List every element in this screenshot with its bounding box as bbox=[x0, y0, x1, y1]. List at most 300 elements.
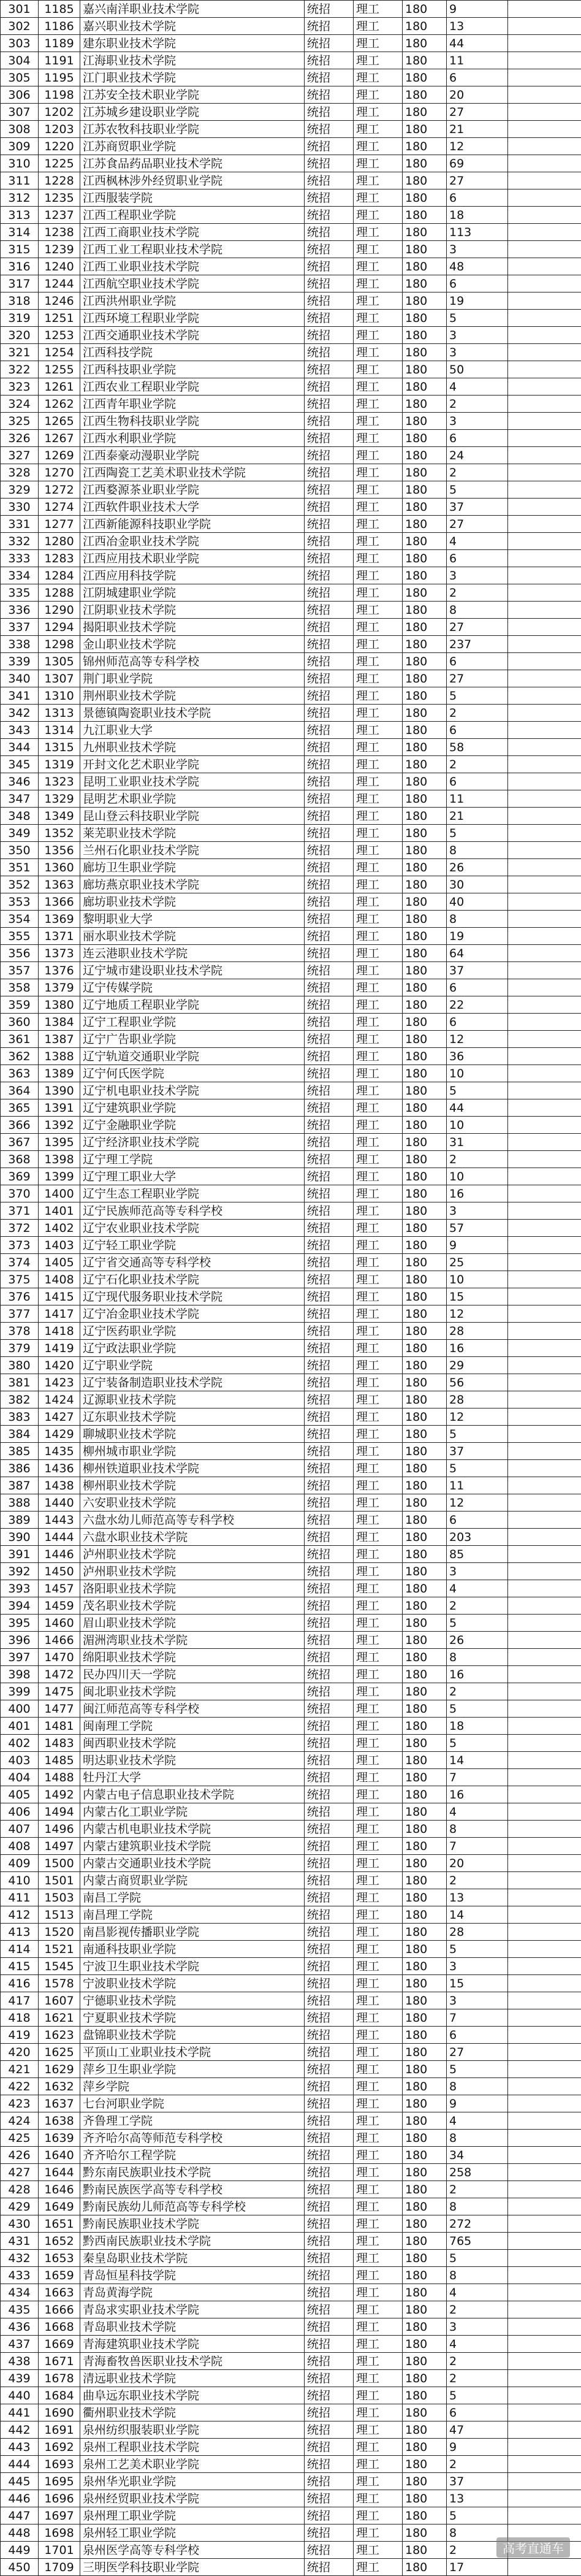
school-code-cell: 1692 bbox=[39, 2439, 80, 2456]
subject-type-cell: 理工 bbox=[354, 1477, 403, 1494]
table-row bbox=[1, 104, 581, 121]
row-number-cell: 418 bbox=[1, 2009, 39, 2027]
batch-type-cell: 统招 bbox=[305, 1786, 354, 1803]
batch-type-cell: 统招 bbox=[305, 1185, 354, 1202]
batch-type-cell: 统招 bbox=[305, 2112, 354, 2130]
batch-type-cell: 统招 bbox=[305, 687, 354, 705]
empty-cell bbox=[508, 2284, 581, 2301]
school-code-cell: 1283 bbox=[39, 550, 80, 567]
min-score-cell: 180 bbox=[403, 52, 447, 69]
min-score-cell: 180 bbox=[403, 1821, 447, 1838]
min-score-cell: 180 bbox=[403, 1237, 447, 1254]
plan-count-cell: 44 bbox=[447, 1099, 508, 1117]
school-name-cell: 泉州工程职业技术学院 bbox=[80, 2439, 305, 2456]
batch-type-cell: 统招 bbox=[305, 396, 354, 413]
school-code-cell: 1496 bbox=[39, 1821, 80, 1838]
school-name-cell: 荆州职业技术学院 bbox=[80, 687, 305, 705]
empty-cell bbox=[508, 1202, 581, 1220]
school-name-cell: 六安职业技术学院 bbox=[80, 1494, 305, 1512]
subject-type-cell: 理工 bbox=[354, 2336, 403, 2353]
row-number-cell: 307 bbox=[1, 104, 39, 121]
min-score-cell: 180 bbox=[403, 1563, 447, 1580]
school-name-cell: 辽宁广告职业学院 bbox=[80, 1031, 305, 1048]
empty-cell bbox=[508, 1632, 581, 1649]
table-row bbox=[1, 1683, 581, 1700]
plan-count-cell: 203 bbox=[447, 1529, 508, 1546]
school-code-cell: 1637 bbox=[39, 2095, 80, 2112]
school-name-cell: 廊坊职业技术学院 bbox=[80, 893, 305, 911]
school-name-cell: 内蒙古建筑职业技术学院 bbox=[80, 1838, 305, 1855]
batch-type-cell: 统招 bbox=[305, 18, 354, 35]
empty-cell bbox=[508, 378, 581, 396]
row-number-cell: 427 bbox=[1, 2164, 39, 2181]
school-code-cell: 1666 bbox=[39, 2301, 80, 2318]
subject-type-cell: 理工 bbox=[354, 619, 403, 636]
school-code-cell: 1644 bbox=[39, 2164, 80, 2181]
plan-count-cell: 3 bbox=[447, 241, 508, 258]
school-name-cell: 内蒙古化工职业学院 bbox=[80, 1803, 305, 1821]
table-row bbox=[1, 1254, 581, 1271]
school-name-cell: 泉州华光职业学院 bbox=[80, 2473, 305, 2490]
empty-cell bbox=[508, 584, 581, 602]
plan-count-cell: 272 bbox=[447, 2215, 508, 2233]
plan-count-cell: 6 bbox=[447, 2404, 508, 2421]
batch-type-cell: 统招 bbox=[305, 1048, 354, 1065]
subject-type-cell: 理工 bbox=[354, 2112, 403, 2130]
empty-cell bbox=[508, 2095, 581, 2112]
school-code-cell: 1513 bbox=[39, 1906, 80, 1924]
empty-cell bbox=[508, 189, 581, 207]
empty-cell bbox=[508, 893, 581, 911]
empty-cell bbox=[508, 1168, 581, 1185]
row-number-cell: 317 bbox=[1, 275, 39, 292]
subject-type-cell: 理工 bbox=[354, 1992, 403, 2009]
empty-cell bbox=[508, 1666, 581, 1683]
plan-count-cell: 25 bbox=[447, 1254, 508, 1271]
school-code-cell: 1444 bbox=[39, 1529, 80, 1546]
plan-count-cell: 27 bbox=[447, 104, 508, 121]
min-score-cell: 180 bbox=[403, 687, 447, 705]
empty-cell bbox=[508, 602, 581, 619]
table-row bbox=[1, 1323, 581, 1340]
row-number-cell: 384 bbox=[1, 1426, 39, 1443]
min-score-cell: 180 bbox=[403, 1786, 447, 1803]
batch-type-cell: 统招 bbox=[305, 361, 354, 378]
school-code-cell: 1709 bbox=[39, 2559, 80, 2576]
row-number-cell: 395 bbox=[1, 1615, 39, 1632]
table-row bbox=[1, 1082, 581, 1099]
batch-type-cell: 统招 bbox=[305, 2507, 354, 2524]
empty-cell bbox=[508, 2353, 581, 2370]
empty-cell bbox=[508, 1735, 581, 1752]
school-name-cell: 衢州职业技术学院 bbox=[80, 2404, 305, 2421]
plan-count-cell: 8 bbox=[447, 2078, 508, 2095]
table-row bbox=[1, 1340, 581, 1357]
batch-type-cell: 统招 bbox=[305, 842, 354, 859]
table-row bbox=[1, 1546, 581, 1563]
batch-type-cell: 统招 bbox=[305, 292, 354, 310]
plan-count-cell: 8 bbox=[447, 1821, 508, 1838]
row-number-cell: 422 bbox=[1, 2078, 39, 2095]
subject-type-cell: 理工 bbox=[354, 2130, 403, 2147]
row-number-cell: 407 bbox=[1, 1821, 39, 1838]
row-number-cell: 308 bbox=[1, 121, 39, 138]
row-number-cell: 419 bbox=[1, 2027, 39, 2044]
batch-type-cell: 统招 bbox=[305, 1700, 354, 1718]
plan-count-cell: 21 bbox=[447, 808, 508, 825]
table-row bbox=[1, 1, 581, 18]
table-row bbox=[1, 2284, 581, 2301]
plan-count-cell: 2 bbox=[447, 1683, 508, 1700]
subject-type-cell: 理工 bbox=[354, 962, 403, 979]
plan-count-cell: 2 bbox=[447, 1597, 508, 1615]
empty-cell bbox=[508, 1821, 581, 1838]
table-body bbox=[1, 1, 581, 2576]
empty-cell bbox=[508, 481, 581, 499]
row-number-cell: 420 bbox=[1, 2044, 39, 2061]
plan-count-cell: 2 bbox=[447, 2542, 508, 2559]
table-row bbox=[1, 430, 581, 447]
empty-cell bbox=[508, 1924, 581, 1941]
school-code-cell: 1418 bbox=[39, 1323, 80, 1340]
school-code-cell: 1521 bbox=[39, 1941, 80, 1958]
plan-count-cell: 47 bbox=[447, 2421, 508, 2439]
batch-type-cell: 统招 bbox=[305, 945, 354, 962]
min-score-cell: 180 bbox=[403, 1494, 447, 1512]
table-row bbox=[1, 224, 581, 241]
row-number-cell: 397 bbox=[1, 1649, 39, 1666]
school-code-cell: 1632 bbox=[39, 2078, 80, 2095]
subject-type-cell: 理工 bbox=[354, 207, 403, 224]
school-name-cell: 柳州铁道职业技术学院 bbox=[80, 1460, 305, 1477]
school-name-cell: 江西应用科技学院 bbox=[80, 567, 305, 584]
min-score-cell: 180 bbox=[403, 1958, 447, 1975]
table-row bbox=[1, 516, 581, 533]
plan-count-cell: 3 bbox=[447, 344, 508, 361]
min-score-cell: 180 bbox=[403, 2456, 447, 2473]
school-name-cell: 江西洪州职业学院 bbox=[80, 292, 305, 310]
subject-type-cell: 理工 bbox=[354, 1855, 403, 1872]
plan-count-cell: 6 bbox=[447, 1014, 508, 1031]
batch-type-cell: 统招 bbox=[305, 1529, 354, 1546]
min-score-cell: 180 bbox=[403, 2439, 447, 2456]
subject-type-cell: 理工 bbox=[354, 1065, 403, 1082]
plan-count-cell: 85 bbox=[447, 1546, 508, 1563]
school-name-cell: 江西工业职业技术学院 bbox=[80, 258, 305, 275]
plan-count-cell: 10 bbox=[447, 1117, 508, 1134]
plan-count-cell: 2 bbox=[447, 705, 508, 722]
plan-count-cell: 44 bbox=[447, 35, 508, 52]
plan-count-cell: 28 bbox=[447, 1323, 508, 1340]
school-name-cell: 开封文化艺术职业学院 bbox=[80, 756, 305, 773]
batch-type-cell: 统招 bbox=[305, 138, 354, 155]
batch-type-cell: 统招 bbox=[305, 189, 354, 207]
min-score-cell: 180 bbox=[403, 1992, 447, 2009]
subject-type-cell: 理工 bbox=[354, 1202, 403, 1220]
plan-count-cell: 6 bbox=[447, 722, 508, 739]
school-name-cell: 江西工业工程职业技术学院 bbox=[80, 241, 305, 258]
table-row bbox=[1, 687, 581, 705]
empty-cell bbox=[508, 550, 581, 567]
subject-type-cell: 理工 bbox=[354, 2233, 403, 2250]
plan-count-cell: 237 bbox=[447, 636, 508, 653]
school-code-cell: 1220 bbox=[39, 138, 80, 155]
plan-count-cell: 40 bbox=[447, 893, 508, 911]
empty-cell bbox=[508, 825, 581, 842]
school-name-cell: 内蒙古交通职业技术学院 bbox=[80, 1855, 305, 1872]
row-number-cell: 309 bbox=[1, 138, 39, 155]
table-row bbox=[1, 2215, 581, 2233]
plan-count-cell: 765 bbox=[447, 2233, 508, 2250]
school-code-cell: 1438 bbox=[39, 1477, 80, 1494]
min-score-cell: 180 bbox=[403, 2404, 447, 2421]
batch-type-cell: 统招 bbox=[305, 790, 354, 808]
plan-count-cell: 21 bbox=[447, 121, 508, 138]
plan-count-cell: 12 bbox=[447, 1408, 508, 1426]
school-name-cell: 辽宁装备制造职业技术学院 bbox=[80, 1374, 305, 1391]
empty-cell bbox=[508, 2009, 581, 2027]
school-code-cell: 1360 bbox=[39, 859, 80, 876]
school-code-cell: 1497 bbox=[39, 1838, 80, 1855]
subject-type-cell: 理工 bbox=[354, 1512, 403, 1529]
table-row bbox=[1, 2421, 581, 2439]
row-number-cell: 410 bbox=[1, 1872, 39, 1889]
min-score-cell: 180 bbox=[403, 1546, 447, 1563]
school-name-cell: 牡丹江大学 bbox=[80, 1769, 305, 1786]
subject-type-cell: 理工 bbox=[354, 1151, 403, 1168]
batch-type-cell: 统招 bbox=[305, 602, 354, 619]
batch-type-cell: 统招 bbox=[305, 1391, 354, 1408]
min-score-cell: 180 bbox=[403, 35, 447, 52]
plan-count-cell: 19 bbox=[447, 928, 508, 945]
school-code-cell: 1369 bbox=[39, 911, 80, 928]
row-number-cell: 413 bbox=[1, 1924, 39, 1941]
school-name-cell: 辽宁建筑职业学院 bbox=[80, 1099, 305, 1117]
empty-cell bbox=[508, 1151, 581, 1168]
plan-count-cell: 64 bbox=[447, 945, 508, 962]
plan-count-cell: 8 bbox=[447, 602, 508, 619]
table-row bbox=[1, 447, 581, 464]
school-name-cell: 景德镇陶瓷职业技术学院 bbox=[80, 705, 305, 722]
subject-type-cell: 理工 bbox=[354, 2198, 403, 2215]
batch-type-cell: 统招 bbox=[305, 893, 354, 911]
min-score-cell: 180 bbox=[403, 2284, 447, 2301]
min-score-cell: 180 bbox=[403, 1855, 447, 1872]
table-row bbox=[1, 1168, 581, 1185]
row-number-cell: 445 bbox=[1, 2473, 39, 2490]
plan-count-cell: 4 bbox=[447, 378, 508, 396]
batch-type-cell: 统招 bbox=[305, 722, 354, 739]
subject-type-cell: 理工 bbox=[354, 996, 403, 1014]
school-code-cell: 1629 bbox=[39, 2061, 80, 2078]
table-row bbox=[1, 2542, 581, 2559]
min-score-cell: 180 bbox=[403, 1889, 447, 1906]
table-row bbox=[1, 1615, 581, 1632]
plan-count-cell: 2 bbox=[447, 2370, 508, 2387]
table-row bbox=[1, 928, 581, 945]
empty-cell bbox=[508, 1941, 581, 1958]
batch-type-cell: 统招 bbox=[305, 653, 354, 670]
subject-type-cell: 理工 bbox=[354, 258, 403, 275]
row-number-cell: 436 bbox=[1, 2318, 39, 2336]
school-code-cell: 1402 bbox=[39, 1220, 80, 1237]
plan-count-cell: 4 bbox=[447, 2336, 508, 2353]
school-name-cell: 宁夏职业技术学院 bbox=[80, 2009, 305, 2027]
subject-type-cell: 理工 bbox=[354, 1666, 403, 1683]
batch-type-cell: 统招 bbox=[305, 1803, 354, 1821]
plan-count-cell: 5 bbox=[447, 2507, 508, 2524]
school-name-cell: 丽水职业技术学院 bbox=[80, 928, 305, 945]
school-code-cell: 1315 bbox=[39, 739, 80, 756]
plan-count-cell: 8 bbox=[447, 2130, 508, 2147]
empty-cell bbox=[508, 447, 581, 464]
school-name-cell: 辽东职业技术学院 bbox=[80, 1408, 305, 1426]
row-number-cell: 378 bbox=[1, 1323, 39, 1340]
subject-type-cell: 理工 bbox=[354, 1786, 403, 1803]
subject-type-cell: 理工 bbox=[354, 1426, 403, 1443]
batch-type-cell: 统招 bbox=[305, 1958, 354, 1975]
school-code-cell: 1363 bbox=[39, 876, 80, 893]
table-row bbox=[1, 893, 581, 911]
empty-cell bbox=[508, 619, 581, 636]
school-code-cell: 1466 bbox=[39, 1632, 80, 1649]
row-number-cell: 416 bbox=[1, 1975, 39, 1992]
min-score-cell: 180 bbox=[403, 86, 447, 104]
batch-type-cell: 统招 bbox=[305, 2387, 354, 2404]
school-code-cell: 1475 bbox=[39, 1683, 80, 1700]
subject-type-cell: 理工 bbox=[354, 893, 403, 911]
school-name-cell: 内蒙古电子信息职业技术学院 bbox=[80, 1786, 305, 1803]
row-number-cell: 338 bbox=[1, 636, 39, 653]
school-name-cell: 江西软件职业技术大学 bbox=[80, 499, 305, 516]
subject-type-cell: 理工 bbox=[354, 550, 403, 567]
batch-type-cell: 统招 bbox=[305, 121, 354, 138]
plan-count-cell: 13 bbox=[447, 1889, 508, 1906]
school-code-cell: 1403 bbox=[39, 1237, 80, 1254]
min-score-cell: 180 bbox=[403, 18, 447, 35]
plan-count-cell: 10 bbox=[447, 1271, 508, 1288]
row-number-cell: 391 bbox=[1, 1546, 39, 1563]
plan-count-cell: 3 bbox=[447, 327, 508, 344]
min-score-cell: 180 bbox=[403, 1597, 447, 1615]
row-number-cell: 323 bbox=[1, 378, 39, 396]
school-code-cell: 1696 bbox=[39, 2490, 80, 2507]
subject-type-cell: 理工 bbox=[354, 1408, 403, 1426]
plan-count-cell: 2 bbox=[447, 2181, 508, 2198]
subject-type-cell: 理工 bbox=[354, 2250, 403, 2267]
school-name-cell: 泉州医学高等专科学校 bbox=[80, 2542, 305, 2559]
row-number-cell: 435 bbox=[1, 2301, 39, 2318]
row-number-cell: 392 bbox=[1, 1563, 39, 1580]
school-name-cell: 清远职业技术学院 bbox=[80, 2370, 305, 2387]
batch-type-cell: 统招 bbox=[305, 773, 354, 790]
min-score-cell: 180 bbox=[403, 1477, 447, 1494]
row-number-cell: 449 bbox=[1, 2542, 39, 2559]
table-row bbox=[1, 567, 581, 584]
table-row bbox=[1, 1803, 581, 1821]
empty-cell bbox=[508, 533, 581, 550]
school-name-cell: 平顶山工业职业技术学院 bbox=[80, 2044, 305, 2061]
min-score-cell: 180 bbox=[403, 1700, 447, 1718]
empty-cell bbox=[508, 756, 581, 773]
batch-type-cell: 统招 bbox=[305, 533, 354, 550]
empty-cell bbox=[508, 172, 581, 189]
min-score-cell: 180 bbox=[403, 1340, 447, 1357]
row-number-cell: 379 bbox=[1, 1340, 39, 1357]
subject-type-cell: 理工 bbox=[354, 567, 403, 584]
school-name-cell: 江西陶瓷工艺美术职业技术学院 bbox=[80, 464, 305, 481]
school-name-cell: 南通科技职业学院 bbox=[80, 1941, 305, 1958]
table-row bbox=[1, 2559, 581, 2576]
row-number-cell: 430 bbox=[1, 2215, 39, 2233]
min-score-cell: 180 bbox=[403, 1271, 447, 1288]
table-row bbox=[1, 189, 581, 207]
table-row bbox=[1, 1151, 581, 1168]
row-number-cell: 380 bbox=[1, 1357, 39, 1374]
school-name-cell: 内蒙古机电职业技术学院 bbox=[80, 1821, 305, 1838]
row-number-cell: 405 bbox=[1, 1786, 39, 1803]
school-name-cell: 三明医学科技职业学院 bbox=[80, 2559, 305, 2576]
subject-type-cell: 理工 bbox=[354, 825, 403, 842]
min-score-cell: 180 bbox=[403, 1014, 447, 1031]
subject-type-cell: 理工 bbox=[354, 2284, 403, 2301]
subject-type-cell: 理工 bbox=[354, 1735, 403, 1752]
empty-cell bbox=[508, 2490, 581, 2507]
batch-type-cell: 统招 bbox=[305, 756, 354, 773]
school-name-cell: 辽宁工程职业学院 bbox=[80, 1014, 305, 1031]
table-row bbox=[1, 1426, 581, 1443]
batch-type-cell: 统招 bbox=[305, 670, 354, 687]
empty-cell bbox=[508, 1563, 581, 1580]
min-score-cell: 180 bbox=[403, 1460, 447, 1477]
table-row bbox=[1, 1288, 581, 1305]
plan-count-cell: 8 bbox=[447, 2198, 508, 2215]
batch-type-cell: 统招 bbox=[305, 1580, 354, 1597]
min-score-cell: 180 bbox=[403, 2336, 447, 2353]
school-name-cell: 闽西职业技术学院 bbox=[80, 1735, 305, 1752]
table-row bbox=[1, 2404, 581, 2421]
school-code-cell: 1520 bbox=[39, 1924, 80, 1941]
table-row bbox=[1, 859, 581, 876]
school-name-cell: 聊城职业技术学院 bbox=[80, 1426, 305, 1443]
min-score-cell: 180 bbox=[403, 413, 447, 430]
subject-type-cell: 理工 bbox=[354, 2524, 403, 2542]
subject-type-cell: 理工 bbox=[354, 2559, 403, 2576]
empty-cell bbox=[508, 2318, 581, 2336]
row-number-cell: 363 bbox=[1, 1065, 39, 1082]
row-number-cell: 366 bbox=[1, 1117, 39, 1134]
row-number-cell: 388 bbox=[1, 1494, 39, 1512]
subject-type-cell: 理工 bbox=[354, 1391, 403, 1408]
batch-type-cell: 统招 bbox=[305, 979, 354, 996]
school-code-cell: 1366 bbox=[39, 893, 80, 911]
table-row bbox=[1, 2267, 581, 2284]
table-row bbox=[1, 2387, 581, 2404]
batch-type-cell: 统招 bbox=[305, 1615, 354, 1632]
min-score-cell: 180 bbox=[403, 2078, 447, 2095]
school-name-cell: 泉州轻工职业学院 bbox=[80, 2524, 305, 2542]
batch-type-cell: 统招 bbox=[305, 1151, 354, 1168]
school-name-cell: 柳州城市职业学院 bbox=[80, 1443, 305, 1460]
batch-type-cell: 统招 bbox=[305, 207, 354, 224]
school-code-cell: 1225 bbox=[39, 155, 80, 172]
plan-count-cell: 7 bbox=[447, 2009, 508, 2027]
table-row bbox=[1, 2490, 581, 2507]
subject-type-cell: 理工 bbox=[354, 1769, 403, 1786]
row-number-cell: 450 bbox=[1, 2559, 39, 2576]
table-row bbox=[1, 996, 581, 1014]
row-number-cell: 382 bbox=[1, 1391, 39, 1408]
